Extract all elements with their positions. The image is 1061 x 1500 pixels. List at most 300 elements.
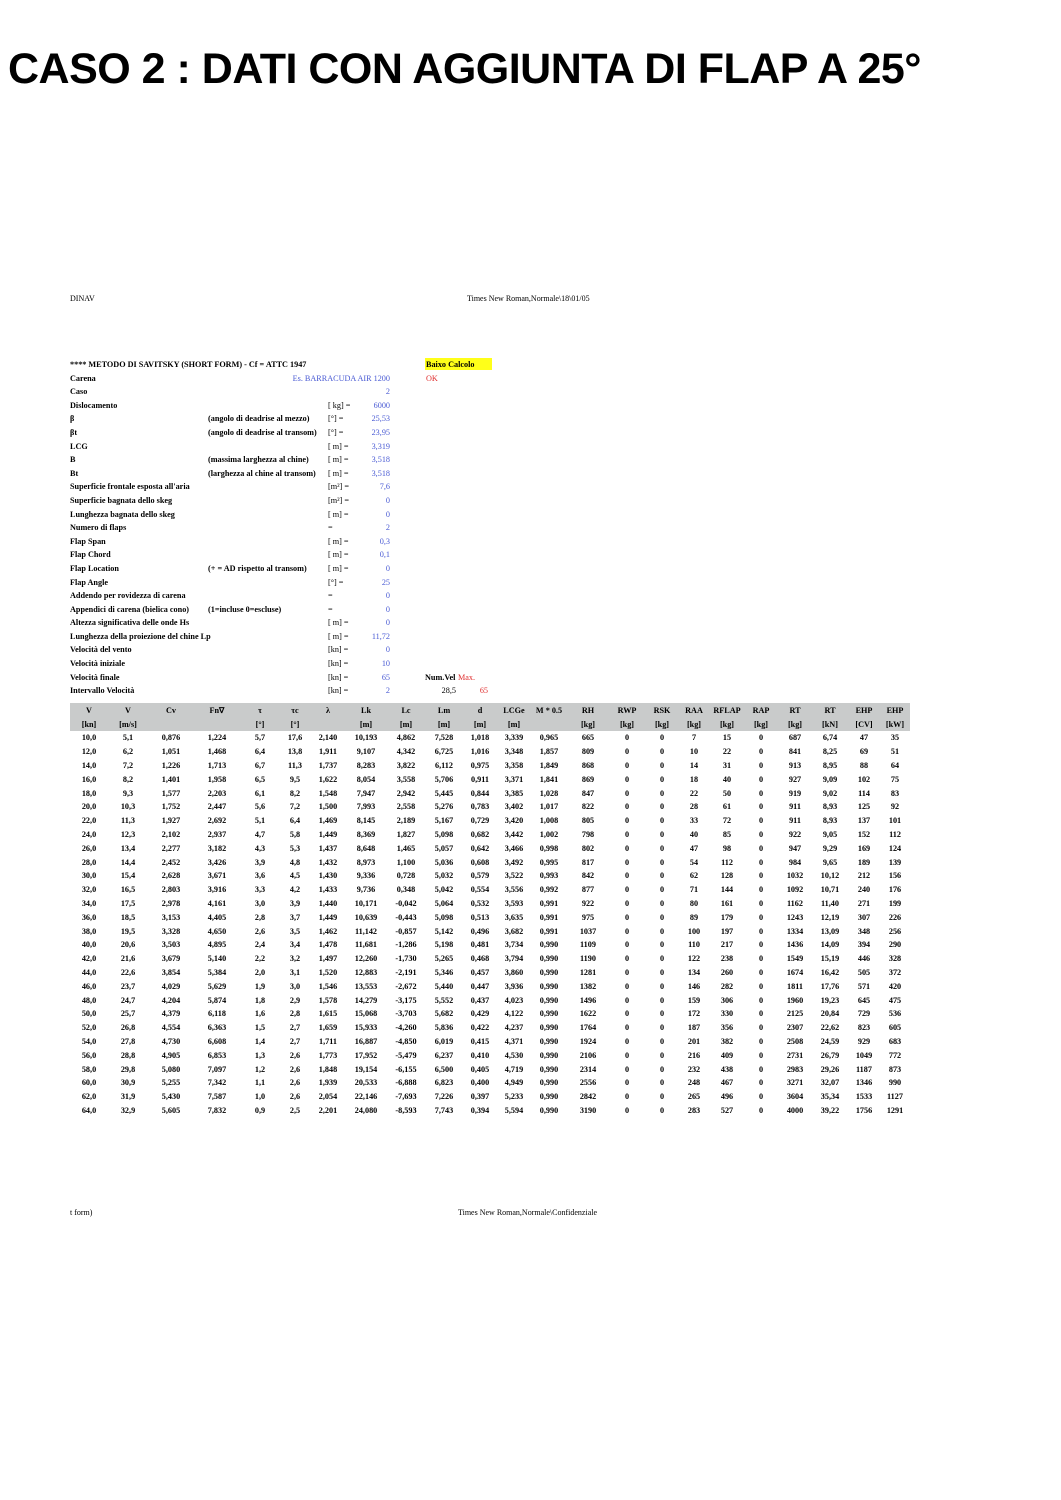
column-header: V bbox=[108, 703, 148, 717]
table-cell: 0 bbox=[624, 1092, 630, 1102]
table-cell: 24,0 bbox=[81, 829, 97, 839]
table-cell: 2,6 bbox=[289, 1092, 301, 1102]
param-label: Lunghezza della proiezione del chine Lp bbox=[70, 631, 211, 641]
table-cell: 4,405 bbox=[207, 912, 227, 922]
table-cell: 1,857 bbox=[539, 747, 559, 757]
table-cell: 0 bbox=[624, 995, 630, 1005]
table-cell: 12,0 bbox=[81, 747, 97, 757]
table-cell: -4,260 bbox=[395, 1023, 417, 1033]
table-cell: 990 bbox=[888, 1078, 902, 1088]
table-cell: 842 bbox=[581, 871, 595, 881]
table-cell: 0 bbox=[659, 857, 665, 867]
table-cell: 110 bbox=[688, 940, 700, 950]
table-cell: 0 bbox=[624, 829, 630, 839]
table-cell: 19,5 bbox=[120, 926, 136, 936]
table-cell: 7,528 bbox=[434, 733, 454, 743]
table-cell: 0 bbox=[624, 733, 630, 743]
table-cell: 1924 bbox=[579, 1036, 597, 1046]
param-unit: = bbox=[328, 523, 333, 533]
table-cell: 112 bbox=[889, 829, 901, 839]
table-cell: -2,191 bbox=[395, 967, 417, 977]
table-cell: 2,2 bbox=[254, 954, 266, 964]
table-cell: 7,226 bbox=[434, 1092, 454, 1102]
table-cell: 0,990 bbox=[539, 954, 559, 964]
table-cell: 0 bbox=[659, 926, 665, 936]
table-row bbox=[70, 1104, 910, 1118]
table-cell: 125 bbox=[857, 802, 871, 812]
table-cell: -2,672 bbox=[395, 981, 417, 991]
param-label: B bbox=[70, 455, 76, 465]
table-cell: 5,1 bbox=[122, 733, 134, 743]
table-cell: 0 bbox=[758, 829, 764, 839]
table-cell: 3,822 bbox=[396, 760, 416, 770]
table-row bbox=[70, 828, 910, 842]
table-cell: 307 bbox=[857, 912, 871, 922]
table-cell: 16,0 bbox=[81, 774, 97, 784]
table-cell: 1,100 bbox=[396, 857, 416, 867]
table-row bbox=[70, 938, 910, 952]
table-cell: 0,682 bbox=[470, 829, 490, 839]
table-cell: 3,5 bbox=[289, 926, 301, 936]
table-cell: 31,9 bbox=[120, 1092, 136, 1102]
table-cell: 256 bbox=[888, 926, 902, 936]
table-cell: 5,552 bbox=[434, 995, 454, 1005]
table-cell: 24,7 bbox=[120, 995, 136, 1005]
table-cell: 15,933 bbox=[354, 1023, 378, 1033]
param-desc: (massima larghezza al chine) bbox=[208, 455, 309, 465]
table-cell: 5,594 bbox=[504, 1105, 524, 1115]
table-cell: 31 bbox=[722, 760, 732, 770]
table-cell: 306 bbox=[720, 995, 734, 1005]
table-cell: 0,844 bbox=[470, 788, 490, 798]
table-cell: 0,990 bbox=[539, 1009, 559, 1019]
table-cell: 217 bbox=[720, 940, 734, 950]
table-cell: 5,8 bbox=[289, 829, 301, 839]
table-cell: 438 bbox=[720, 1064, 734, 1074]
table-cell: 8,93 bbox=[822, 802, 838, 812]
num-vel-max-label: Max. bbox=[458, 672, 476, 682]
table-cell: 3,854 bbox=[161, 967, 181, 977]
table-cell: -4,850 bbox=[395, 1036, 417, 1046]
table-cell: 3,385 bbox=[504, 788, 524, 798]
param-value: 6000 bbox=[373, 400, 390, 410]
page-title: CASO 2 : DATI CON AGGIUNTA DI FLAP A 25° bbox=[8, 45, 921, 93]
param-value: 0 bbox=[385, 563, 390, 573]
table-cell: 0 bbox=[659, 1050, 665, 1060]
param-unit: [ kg] = bbox=[328, 400, 351, 410]
column-header: RFLAP bbox=[710, 703, 744, 717]
table-cell: 11,40 bbox=[821, 898, 839, 908]
table-cell: 0 bbox=[659, 733, 665, 743]
param-row bbox=[70, 467, 500, 481]
table-cell: 975 bbox=[581, 912, 595, 922]
column-header: RAP bbox=[744, 703, 778, 717]
table-cell: 4,029 bbox=[161, 981, 181, 991]
table-cell: 0,992 bbox=[539, 885, 559, 895]
table-cell: 146 bbox=[687, 981, 701, 991]
table-cell: 9,736 bbox=[356, 885, 376, 895]
table-cell: 1756 bbox=[855, 1105, 873, 1115]
table-cell: 18,5 bbox=[120, 912, 136, 922]
table-cell: 913 bbox=[788, 760, 802, 770]
column-header: RWP bbox=[608, 703, 646, 717]
table-cell: 5,064 bbox=[434, 898, 454, 908]
param-label: Addendo per rovidezza di carena bbox=[70, 591, 186, 601]
table-cell: 122 bbox=[687, 954, 701, 964]
param-row bbox=[70, 589, 500, 603]
table-cell: 0,481 bbox=[470, 940, 490, 950]
param-label: Flap Chord bbox=[70, 550, 111, 560]
table-cell: 0,468 bbox=[470, 954, 490, 964]
table-cell: 0 bbox=[758, 816, 764, 826]
table-cell: 5,1 bbox=[254, 816, 266, 826]
table-cell: 7,587 bbox=[207, 1092, 227, 1102]
table-row bbox=[70, 1048, 910, 1062]
param-value: 23,95 bbox=[371, 427, 390, 437]
parameters-block bbox=[70, 358, 500, 698]
table-cell: 52,0 bbox=[81, 1023, 97, 1033]
table-cell: 5,057 bbox=[434, 843, 454, 853]
column-unit: [kW] bbox=[880, 717, 910, 731]
table-cell: 3,682 bbox=[504, 926, 524, 936]
table-cell: 1,577 bbox=[161, 788, 181, 798]
table-cell: 2,452 bbox=[161, 857, 181, 867]
table-cell: 9,107 bbox=[356, 747, 376, 757]
param-label: β bbox=[70, 414, 75, 424]
table-cell: 2,8 bbox=[254, 912, 266, 922]
table-row bbox=[70, 897, 910, 911]
table-cell: 1037 bbox=[579, 926, 597, 936]
table-cell: 1,659 bbox=[318, 1023, 338, 1033]
table-cell: 0 bbox=[624, 747, 630, 757]
table-cell: 1,0 bbox=[254, 1092, 266, 1102]
table-cell: 0,437 bbox=[470, 995, 490, 1005]
table-cell: 40 bbox=[689, 829, 699, 839]
table-cell: 83 bbox=[890, 788, 900, 798]
table-cell: 805 bbox=[581, 816, 595, 826]
table-cell: 3,339 bbox=[504, 733, 524, 743]
table-cell: 665 bbox=[581, 733, 595, 743]
table-cell: 1,958 bbox=[207, 774, 227, 784]
column-header: Lc bbox=[386, 703, 426, 717]
table-cell: 14,279 bbox=[354, 995, 378, 1005]
table-cell: 0 bbox=[659, 885, 665, 895]
table-cell: 0 bbox=[659, 1064, 665, 1074]
table-cell: 330 bbox=[720, 1009, 734, 1019]
table-cell: 3,734 bbox=[504, 940, 524, 950]
param-row bbox=[70, 426, 500, 440]
table-cell: 0 bbox=[758, 967, 764, 977]
table-cell: 98 bbox=[722, 843, 732, 853]
table-cell: 232 bbox=[687, 1064, 701, 1074]
table-cell: 5,346 bbox=[434, 967, 454, 977]
table-cell: 0,965 bbox=[539, 733, 559, 743]
column-unit bbox=[148, 717, 194, 731]
table-cell: 10,3 bbox=[120, 802, 136, 812]
table-cell: 3,420 bbox=[504, 816, 524, 826]
table-cell: 159 bbox=[687, 995, 701, 1005]
column-unit: [m/s] bbox=[108, 717, 148, 731]
table-cell: -3,175 bbox=[395, 995, 417, 1005]
table-cell: 947 bbox=[788, 843, 802, 853]
table-cell: 0 bbox=[624, 1105, 630, 1115]
table-cell: 3,503 bbox=[161, 940, 181, 950]
table-cell: 0 bbox=[758, 733, 764, 743]
table-cell: 5,080 bbox=[161, 1064, 181, 1074]
table-cell: 0,876 bbox=[161, 733, 181, 743]
table-cell: 798 bbox=[581, 829, 595, 839]
table-cell: 0 bbox=[624, 926, 630, 936]
table-cell: 144 bbox=[720, 885, 734, 895]
table-cell: 22 bbox=[689, 788, 699, 798]
param-row bbox=[70, 671, 500, 685]
table-cell: 0,642 bbox=[470, 843, 490, 853]
table-cell: 40 bbox=[722, 774, 732, 784]
table-row bbox=[70, 1035, 910, 1049]
table-cell: 9,3 bbox=[122, 788, 134, 798]
table-cell: 0 bbox=[758, 885, 764, 895]
table-cell: 1,224 bbox=[207, 733, 227, 743]
table-cell: 1,713 bbox=[207, 760, 227, 770]
table-cell: 0 bbox=[659, 788, 665, 798]
param-value: 3,518 bbox=[371, 468, 390, 478]
table-cell: 1,462 bbox=[318, 926, 338, 936]
table-cell: 2314 bbox=[579, 1064, 597, 1074]
table-cell: 42,0 bbox=[81, 954, 97, 964]
table-cell: 1,028 bbox=[539, 788, 559, 798]
table-cell: 2,942 bbox=[396, 788, 416, 798]
table-cell: 240 bbox=[857, 885, 871, 895]
table-cell: 47 bbox=[689, 843, 699, 853]
table-cell: 0 bbox=[659, 912, 665, 922]
param-value: 2 bbox=[385, 523, 390, 533]
table-cell: 1,016 bbox=[470, 747, 490, 757]
table-cell: 5,445 bbox=[434, 788, 454, 798]
table-cell: 1187 bbox=[856, 1064, 872, 1074]
table-cell: 1,437 bbox=[318, 843, 338, 853]
num-vel-label: Num.Vel bbox=[425, 672, 456, 682]
table-cell: 169 bbox=[857, 843, 871, 853]
param-value: 2 bbox=[385, 686, 390, 696]
table-cell: 23,7 bbox=[120, 981, 136, 991]
table-cell: 3,635 bbox=[504, 912, 524, 922]
table-cell: 34,0 bbox=[81, 898, 97, 908]
table-cell: 3,442 bbox=[504, 829, 524, 839]
table-cell: 822 bbox=[581, 802, 595, 812]
table-cell: 18 bbox=[689, 774, 699, 784]
table-cell: 21,6 bbox=[120, 954, 136, 964]
table-cell: 0,415 bbox=[470, 1036, 490, 1046]
table-cell: 8,95 bbox=[822, 760, 838, 770]
table-cell: 3,860 bbox=[504, 967, 524, 977]
table-cell: 911 bbox=[789, 816, 801, 826]
table-cell: 54,0 bbox=[81, 1036, 97, 1046]
table-cell: 2731 bbox=[786, 1050, 804, 1060]
table-cell: 1162 bbox=[787, 898, 803, 908]
table-cell: 12,260 bbox=[354, 954, 378, 964]
table-cell: 1,5 bbox=[254, 1023, 266, 1033]
param-value: 11,72 bbox=[371, 631, 390, 641]
table-cell: 0 bbox=[659, 816, 665, 826]
table-cell: 0 bbox=[624, 760, 630, 770]
param-unit: [m²] = bbox=[328, 495, 349, 505]
table-cell: 4,5 bbox=[289, 871, 301, 881]
table-cell: 8,93 bbox=[822, 816, 838, 826]
table-cell: 2,189 bbox=[396, 816, 416, 826]
column-unit: [kn] bbox=[70, 717, 108, 731]
table-cell: 226 bbox=[888, 912, 902, 922]
table-cell: 1,433 bbox=[318, 885, 338, 895]
table-cell: 0,990 bbox=[539, 1023, 559, 1033]
table-cell: 7 bbox=[691, 733, 697, 743]
table-cell: 5,605 bbox=[161, 1105, 181, 1115]
table-cell: 139 bbox=[888, 857, 902, 867]
table-cell: 3190 bbox=[579, 1105, 597, 1115]
column-unit: [kg] bbox=[710, 717, 744, 731]
table-cell: 4,730 bbox=[161, 1036, 181, 1046]
table-cell: 0,429 bbox=[470, 1009, 490, 1019]
table-cell: 58,0 bbox=[81, 1064, 97, 1074]
table-cell: 1049 bbox=[855, 1050, 873, 1060]
column-unit: [m] bbox=[386, 717, 426, 731]
table-cell: 19,23 bbox=[820, 995, 840, 1005]
column-header: EHP bbox=[848, 703, 880, 717]
table-row bbox=[70, 731, 910, 745]
table-row bbox=[70, 1021, 910, 1035]
table-cell: 0,990 bbox=[539, 1092, 559, 1102]
table-cell: 2,201 bbox=[318, 1105, 338, 1115]
column-header: RT bbox=[778, 703, 812, 717]
table-cell: 7,832 bbox=[207, 1105, 227, 1115]
table-cell: 6,4 bbox=[254, 747, 266, 757]
table-cell: 869 bbox=[581, 774, 595, 784]
table-cell: 817 bbox=[581, 857, 595, 867]
table-row bbox=[70, 786, 910, 800]
table-cell: 72 bbox=[722, 816, 732, 826]
table-cell: 0 bbox=[624, 967, 630, 977]
table-row bbox=[70, 952, 910, 966]
table-cell: 0 bbox=[758, 898, 764, 908]
table-cell: 3,671 bbox=[207, 871, 227, 881]
table-cell: 11,142 bbox=[354, 926, 378, 936]
table-cell: 1,615 bbox=[318, 1009, 338, 1019]
table-cell: 0 bbox=[659, 802, 665, 812]
table-cell: 22 bbox=[722, 747, 732, 757]
table-cell: 911 bbox=[789, 802, 801, 812]
footer-right: Times New Roman,Normale\Confidenziale bbox=[458, 1208, 598, 1217]
table-cell: 4,895 bbox=[207, 940, 227, 950]
method-title-row bbox=[70, 358, 500, 372]
table-row bbox=[70, 1076, 910, 1090]
table-cell: 809 bbox=[581, 747, 595, 757]
table-cell: 4,161 bbox=[207, 898, 227, 908]
table-cell: -5,479 bbox=[395, 1050, 417, 1060]
table-cell: 18,0 bbox=[81, 788, 97, 798]
table-cell: 5,384 bbox=[207, 967, 227, 977]
table-cell: 9,29 bbox=[822, 843, 838, 853]
table-cell: 13,09 bbox=[820, 926, 840, 936]
table-cell: 1,849 bbox=[539, 760, 559, 770]
table-cell: 0,579 bbox=[470, 871, 490, 881]
param-label: Lunghezza bagnata dello skeg bbox=[70, 509, 175, 519]
table-cell: 5,836 bbox=[434, 1023, 454, 1033]
table-cell: 1334 bbox=[786, 926, 804, 936]
column-header: RT bbox=[812, 703, 848, 717]
table-cell: 5,629 bbox=[207, 981, 227, 991]
table-cell: 2,558 bbox=[396, 802, 416, 812]
table-cell: 1,008 bbox=[539, 816, 559, 826]
column-header: Fn∇ bbox=[194, 703, 240, 717]
table-cell: 199 bbox=[888, 898, 902, 908]
table-cell: 5,042 bbox=[434, 885, 454, 895]
table-cell: 2,978 bbox=[161, 898, 181, 908]
table-cell: 1,6 bbox=[254, 1009, 266, 1019]
param-label: Numero di flaps bbox=[70, 523, 127, 533]
table-cell: 0 bbox=[659, 1078, 665, 1088]
table-cell: 8,369 bbox=[356, 829, 376, 839]
table-cell: 7,993 bbox=[356, 802, 376, 812]
table-cell: 3,936 bbox=[504, 981, 524, 991]
column-header: d bbox=[462, 703, 498, 717]
table-cell: 12,19 bbox=[820, 912, 840, 922]
table-cell: 282 bbox=[720, 981, 734, 991]
table-cell: 5,7 bbox=[254, 733, 266, 743]
table-cell: 3,794 bbox=[504, 954, 524, 964]
table-cell: 3,679 bbox=[161, 954, 181, 964]
table-cell: 2,6 bbox=[289, 1064, 301, 1074]
param-value: 25,53 bbox=[371, 414, 390, 424]
table-cell: 6,363 bbox=[207, 1023, 227, 1033]
method-title: **** METODO DI SAVITSKY (SHORT FORM) - Cf = ATTC 1947 bbox=[70, 360, 307, 369]
table-cell: 10,171 bbox=[354, 898, 378, 908]
column-unit: [°] bbox=[240, 717, 280, 731]
table-cell: 409 bbox=[720, 1050, 734, 1060]
table-cell: 10 bbox=[689, 747, 699, 757]
param-row bbox=[70, 440, 500, 454]
table-cell: 0,405 bbox=[470, 1064, 490, 1074]
table-cell: 4,719 bbox=[504, 1064, 524, 1074]
table-cell: 729 bbox=[857, 1009, 871, 1019]
table-cell: 3,7 bbox=[289, 912, 301, 922]
table-cell: 179 bbox=[720, 912, 734, 922]
table-cell: 85 bbox=[722, 829, 732, 839]
table-cell: -3,703 bbox=[395, 1009, 417, 1019]
table-cell: 2,140 bbox=[318, 733, 338, 743]
table-cell: 35 bbox=[890, 733, 900, 743]
table-cell: 5,265 bbox=[434, 954, 454, 964]
table-row bbox=[70, 966, 910, 980]
table-cell: 2,6 bbox=[289, 1050, 301, 1060]
param-value: 0,3 bbox=[379, 536, 390, 546]
table-cell: 4,8 bbox=[289, 857, 301, 867]
param-label: Flap Span bbox=[70, 536, 106, 546]
param-row bbox=[70, 562, 500, 576]
param-value: 0 bbox=[385, 591, 390, 601]
table-cell: 0,990 bbox=[539, 1105, 559, 1115]
param-unit: [°] = bbox=[328, 414, 344, 424]
table-cell: 1,1 bbox=[254, 1078, 266, 1088]
table-cell: 61 bbox=[722, 802, 732, 812]
table-cell: 3,466 bbox=[504, 843, 524, 853]
table-cell: 571 bbox=[857, 981, 871, 991]
table-cell: 1,752 bbox=[161, 802, 181, 812]
table-cell: 847 bbox=[581, 788, 595, 798]
table-cell: 0 bbox=[659, 1036, 665, 1046]
column-header: Lm bbox=[426, 703, 462, 717]
table-cell: 1,226 bbox=[161, 760, 181, 770]
table-cell: 6,4 bbox=[289, 816, 301, 826]
table-cell: 9,336 bbox=[356, 871, 376, 881]
